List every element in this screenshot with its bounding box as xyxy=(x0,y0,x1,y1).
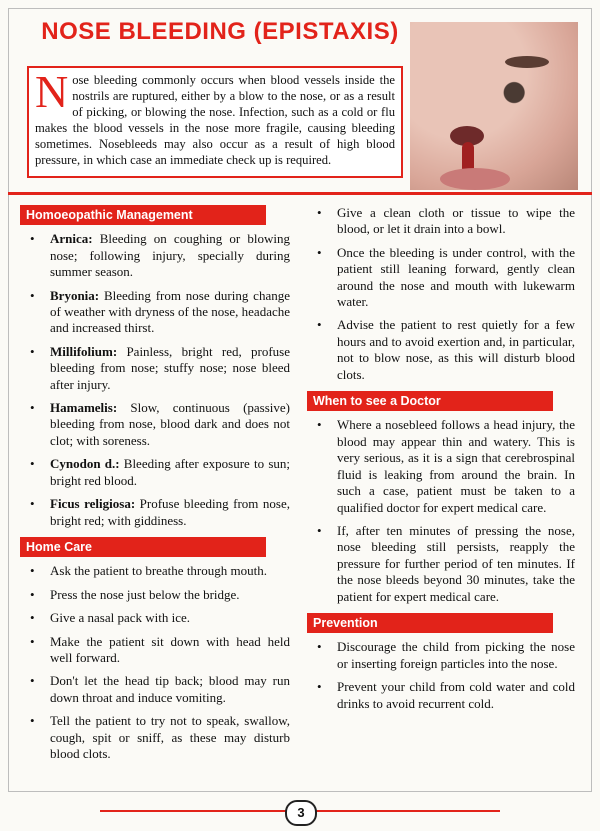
list-item-text: Press the nose just below the bridge. xyxy=(50,586,240,602)
list-item xyxy=(307,245,575,311)
section-heading-home-care: Home Care xyxy=(20,537,266,557)
remedy-name: Arnica: xyxy=(50,231,93,247)
section-heading-doctor: When to see a Doctor xyxy=(307,391,553,411)
remedy-text: Painless, bright red, profuse bleeding from nose; stuffy nose; nose bleed after injury. xyxy=(50,343,290,392)
bullet-icon: • xyxy=(317,522,322,538)
home-care-continued xyxy=(307,205,575,383)
remedy-text: Profuse bleeding from nose, bright red; with giddiness. xyxy=(50,496,290,528)
remedy-name: Cynodon d.: xyxy=(50,456,120,472)
bullet-icon: • xyxy=(30,456,35,472)
list-item-text: Once the bleeding is under control, with the patient still leaning forward, gently clean around the nose and mouth with lukewarm water. xyxy=(337,244,575,310)
bullet-icon: • xyxy=(317,639,322,655)
section-heading-homoeopathic: Homoeopathic Management xyxy=(20,205,266,225)
remedy-name: Ficus religiosa: xyxy=(50,496,136,512)
intro-box xyxy=(27,66,403,178)
list-item xyxy=(307,205,575,238)
list-item xyxy=(20,344,290,393)
page-number: 3 xyxy=(285,800,317,826)
list-item-text: Ask the patient to breathe through mouth. xyxy=(50,563,267,579)
page-title: NOSE BLEEDING (EPISTAXIS) xyxy=(41,18,399,45)
remedy-list xyxy=(20,231,290,529)
bullet-icon: • xyxy=(317,317,322,333)
list-item-text: Where a nosebleed follows a head injury, the blood may appear thin and watery. This is very serious, as it is a sign that cerebrospinal fluid is leaking from around the brain. In such a case, patient must be taken to a qualified doctor for expert medical care. xyxy=(337,417,575,515)
divider-rule xyxy=(8,192,592,195)
list-item-text: Don't let the head tip back; blood may run down throat and induce vomiting. xyxy=(50,673,290,705)
list-item xyxy=(20,563,290,579)
bullet-icon: • xyxy=(317,205,322,220)
list-item xyxy=(20,288,290,337)
bullet-icon: • xyxy=(30,496,35,512)
prevention-list xyxy=(307,639,575,712)
list-item xyxy=(20,456,290,489)
drop-cap: N xyxy=(35,66,69,117)
prevention-section xyxy=(307,613,575,712)
home-care-section xyxy=(20,537,290,762)
list-item-text: Give a nasal pack with ice. xyxy=(50,610,191,626)
list-item xyxy=(307,639,575,672)
bullet-icon: • xyxy=(30,400,35,416)
bullet-icon: • xyxy=(30,610,35,626)
remedy-name: Bryonia: xyxy=(50,287,100,303)
remedy-text: Bleeding after exposure to sun; bright red blood. xyxy=(50,456,290,488)
list-item-text: If, after ten minutes of pressing the nose, nose bleeding still persists, reapply the pressure for further period of ten minutes. If the nose bleeds beyond 30 minutes, take the patient for expert medical care. xyxy=(337,522,575,604)
photo-lip xyxy=(440,168,510,190)
bullet-icon: • xyxy=(317,244,322,260)
list-item xyxy=(20,610,290,626)
list-item xyxy=(20,587,290,603)
list-item-text: Discourage the child from picking the nose or inserting foreign particles into the nose. xyxy=(337,639,575,671)
list-item-text: Prevent your child from cold water and cold drinks to avoid recurrent cold. xyxy=(337,679,575,711)
list-item-text: Advise the patient to rest quietly for a few hours and to avoid exertion and, in particular, not to blow nose, as this will disturb blood clots. xyxy=(337,317,575,382)
home-care-list xyxy=(20,563,290,762)
list-item xyxy=(20,673,290,706)
right-column xyxy=(307,205,575,720)
list-item xyxy=(20,496,290,529)
remedy-name: Hamamelis: xyxy=(50,400,118,416)
list-item-text: Make the patient sit down with head held well forward. xyxy=(50,633,290,665)
doctor-section xyxy=(307,391,575,605)
bullet-icon: • xyxy=(30,563,35,579)
list-item xyxy=(307,417,575,515)
child-nosebleed-photo xyxy=(410,22,578,190)
bullet-icon: • xyxy=(30,586,35,602)
remedy-text: Bleeding on coughing or blowing nose; following injury, specially during summer season. xyxy=(50,231,290,280)
left-column xyxy=(20,205,290,770)
remedy-text: Bleeding from nose during change of weather with dryness of the nose, headache and increased thirst. xyxy=(50,287,290,336)
bullet-icon: • xyxy=(30,287,35,303)
photo-eye xyxy=(505,56,549,68)
list-item xyxy=(307,679,575,712)
intro-text: ose bleeding commonly occurs when blood vessels inside the nostrils are ruptured, either by a blow to the nose, or as a result of picking, or blowing the nose. Infection, such as a cold or flu makes the blood vessels in the nose more fragile, causing bleeding sometimes. Nosebleeds may also occur as a result of high blood pressure, in which case an immediate check up is required. xyxy=(35,73,395,167)
list-item xyxy=(20,713,290,762)
list-item xyxy=(20,634,290,667)
doctor-list xyxy=(307,417,575,604)
bullet-icon: • xyxy=(30,231,35,247)
list-item xyxy=(20,400,290,449)
bullet-icon: • xyxy=(30,343,35,359)
bullet-icon: • xyxy=(317,679,322,695)
list-item-text: Tell the patient to try not to speak, swallow, cough, spit or sniff, as these may disturb blood clots. xyxy=(50,713,290,761)
bullet-icon: • xyxy=(30,633,35,649)
home-care-list-continued xyxy=(307,205,575,383)
section-heading-prevention: Prevention xyxy=(307,613,553,633)
list-item-text: Give a clean cloth or tissue to wipe the blood, or let it drain into a bowl. xyxy=(337,205,575,237)
list-item xyxy=(307,317,575,383)
bullet-icon: • xyxy=(30,673,35,689)
list-item xyxy=(20,231,290,280)
homoeopathic-section xyxy=(20,205,290,529)
remedy-name: Millifolium: xyxy=(50,343,118,359)
bullet-icon: • xyxy=(30,713,35,729)
list-item xyxy=(307,523,575,605)
remedy-text: Slow, continuous (passive) bleeding from nose, blood dark and does not clot; with soreness. xyxy=(50,400,290,448)
bullet-icon: • xyxy=(317,417,322,433)
